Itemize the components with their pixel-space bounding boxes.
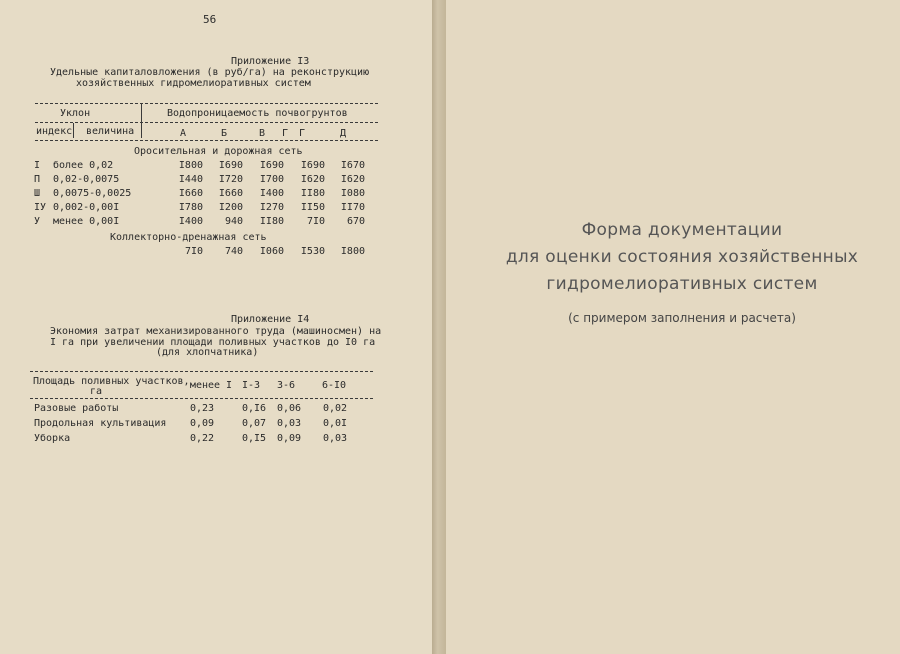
cell: I720 [218, 174, 243, 185]
cell: I400 [259, 188, 284, 199]
right-page [446, 0, 900, 654]
cell: I800 [340, 246, 365, 257]
section-collector-drainage: Коллекторно-дренажная сеть [110, 232, 267, 243]
cell: I660 [218, 188, 243, 199]
row-value: 0,002-0,00I [53, 202, 120, 213]
col-1-3: I-3 [241, 380, 261, 391]
row-index: П [34, 174, 41, 185]
cell: 0,I6 [241, 403, 267, 414]
table13-header-permeability: Водопроницаемость почвогрунтов [167, 108, 348, 119]
row-label: Разовые работы [34, 403, 119, 414]
cell: II80 [259, 216, 284, 227]
cell: I690 [300, 160, 325, 171]
table13-index-divider [73, 123, 74, 138]
soil-col-b: Б [220, 128, 228, 139]
row-index: У [34, 216, 41, 227]
cell: 0,I5 [241, 433, 267, 444]
appendix-14-label: Приложение I4 [231, 314, 310, 325]
cell: I690 [218, 160, 243, 171]
cell: I660 [178, 188, 203, 199]
cell: 0,22 [189, 433, 215, 444]
title-line-1: Форма документации [581, 220, 783, 240]
table13-header-index: индекс [36, 126, 73, 137]
cell: I700 [259, 174, 284, 185]
cell: I670 [340, 160, 365, 171]
table14-header-rule [30, 398, 373, 399]
row-index: IУ [34, 202, 47, 213]
cell: 0,03 [276, 418, 302, 429]
table13-header-rule [35, 140, 378, 141]
cell: I440 [178, 174, 203, 185]
row-value: 0,02-0,0075 [53, 174, 120, 185]
cell: 0,09 [276, 433, 302, 444]
row-index: I [34, 160, 41, 171]
row-label: Продольная культивация [34, 418, 167, 429]
table14-top-rule [30, 371, 373, 372]
row-value: менее 0,00I [53, 216, 120, 227]
table14-header-area-unit: га [90, 386, 103, 397]
cell: 670 [346, 216, 365, 227]
cell: 0,09 [189, 418, 215, 429]
soil-col-g2: Г [298, 128, 306, 139]
table13-header-value: величина [86, 126, 135, 137]
cell: 0,02 [322, 403, 348, 414]
appendix-13-title-line2: хозяйственных гидромелиоративных систем [76, 78, 311, 89]
page-number: 56 [203, 13, 217, 26]
cell: I060 [259, 246, 284, 257]
appendix-13-label: Приложение I3 [231, 56, 310, 67]
cell: 0,07 [241, 418, 267, 429]
cell: 7I0 [306, 216, 325, 227]
col-6-10: 6-I0 [321, 380, 347, 391]
soil-col-v: В [258, 128, 266, 139]
title-line-3: гидромелиоративных систем [546, 274, 818, 294]
cell: 0,0I [322, 418, 348, 429]
soil-col-d: Д [339, 128, 347, 139]
cell: I620 [300, 174, 325, 185]
appendix-14-title-line1: Экономия затрат механизированного труда (машиносмен) на [50, 326, 382, 337]
row-value: более 0,02 [53, 160, 114, 171]
cell: II50 [300, 202, 325, 213]
soil-col-a: А [179, 128, 187, 139]
cell: 0,03 [322, 433, 348, 444]
section-irrigation-road: Оросительная и дорожная сеть [134, 146, 303, 157]
row-index: Ш [34, 188, 41, 199]
cell: II70 [340, 202, 365, 213]
cell: I200 [218, 202, 243, 213]
table13-header-slope: Уклон [60, 108, 91, 119]
cell: I080 [340, 188, 365, 199]
left-page [0, 0, 432, 654]
col-less-1: менее I [189, 380, 233, 391]
cell: 740 [224, 246, 243, 257]
cell: 940 [224, 216, 243, 227]
cell: I530 [300, 246, 325, 257]
cell: I800 [178, 160, 203, 171]
table13-top-rule [35, 103, 378, 104]
cell: 7I0 [184, 246, 203, 257]
title-line-2: для оценки состояния хозяйственных [505, 247, 859, 267]
appendix-13-title-line1: Удельные капиталовложения (в руб/га) на реконструкцию [50, 67, 370, 78]
row-value: 0,0075-0,0025 [53, 188, 132, 199]
cell: I690 [259, 160, 284, 171]
row-label: Уборка [34, 433, 71, 444]
cell: 0,23 [189, 403, 215, 414]
cell: I780 [178, 202, 203, 213]
subtitle: (с примером заполнения и расчета) [568, 311, 796, 325]
soil-col-g1: Г [281, 128, 289, 139]
cell: 0,06 [276, 403, 302, 414]
table14-header-area: Площадь поливных участков, [33, 376, 190, 387]
cell: II80 [300, 188, 325, 199]
col-3-6: 3-6 [276, 380, 296, 391]
table13-mid-rule [35, 122, 378, 123]
cell: I400 [178, 216, 203, 227]
cell: I620 [340, 174, 365, 185]
appendix-14-title-line3: (для хлопчатника) [156, 347, 259, 358]
appendix-14-title-line2: I га при увеличении площади поливных участков до I0 га [50, 337, 376, 348]
cell: I270 [259, 202, 284, 213]
table13-header-divider [141, 104, 142, 138]
book-gutter [432, 0, 446, 654]
